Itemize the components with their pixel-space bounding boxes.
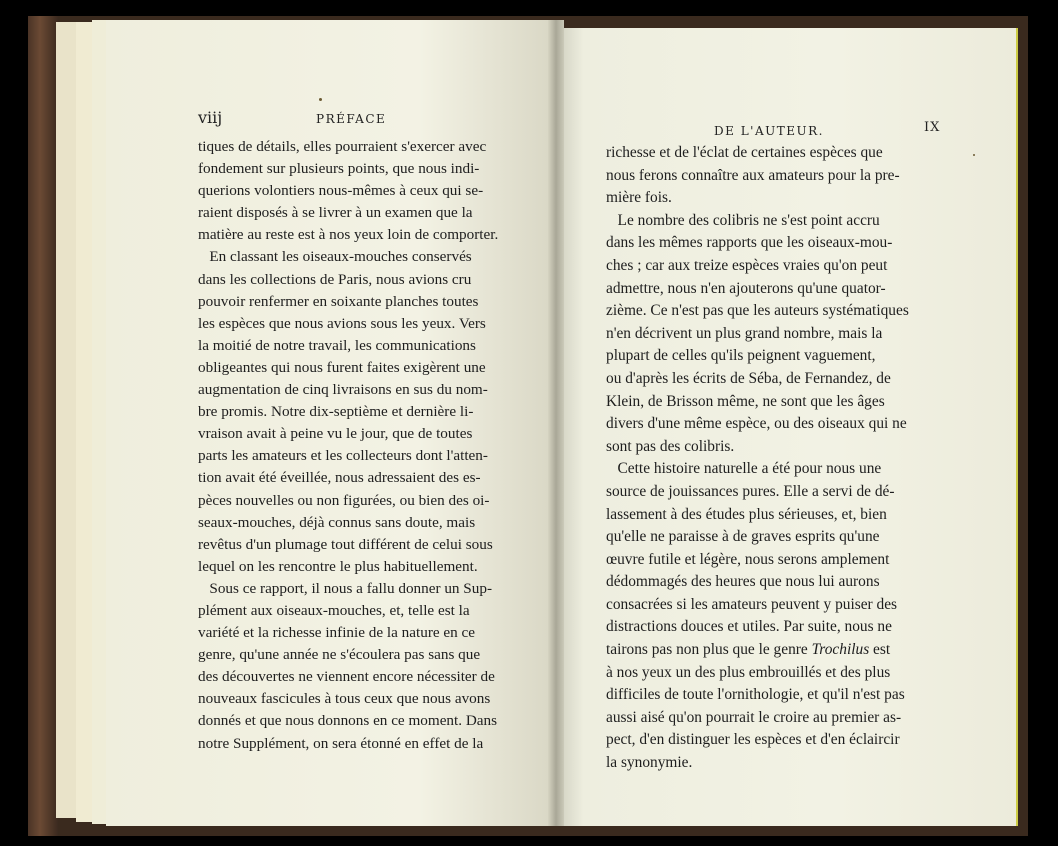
text-line: la synonymie. (606, 754, 693, 772)
right-page-text (606, 142, 909, 775)
right-running-header: DE L'AUTEUR. (714, 124, 824, 138)
book-gutter (548, 20, 564, 826)
text-line: sont pas des colibris. (606, 437, 735, 455)
text-line: la moitié de notre travail, les communications (198, 336, 476, 354)
text-line: lequel on les rencontre le plus habituellement. (198, 557, 478, 575)
text-line: dans les mêmes rapports que les oiseaux-mou- (606, 234, 893, 252)
text-line: les espèces que nous avions sous les yeux. Vers (198, 314, 486, 332)
text-line: augmentation de cinq livraisons en sus du nom- (198, 381, 488, 399)
text-line: admettre, nous n'en ajouterons qu'une quator- (606, 279, 886, 297)
text-line: nous ferons connaître aux amateurs pour la pre- (606, 166, 900, 184)
text-line: revêtus d'un plumage tout différent de celui sous (198, 535, 493, 553)
text-line: ou d'après les écrits de Séba, de Fernandez, de (606, 369, 891, 387)
text-line: notre Supplément, on sera étonné en effet de la (198, 734, 484, 752)
right-folio: IX (924, 120, 941, 135)
text-line: dans les collections de Paris, nous avions cru (198, 270, 472, 288)
text-line: obligeantes qui nous furent faites exigèrent une (198, 358, 486, 376)
text-line: parts les amateurs et les collecteurs dont l'atten- (198, 447, 488, 465)
text-line: pect, d'en distinguer les espèces et d'en éclaircir (606, 731, 900, 749)
text-line: distractions douces et utiles. Par suite, nous ne (606, 618, 892, 636)
text-line: donnés et que nous donnons en ce moment. Dans (198, 712, 498, 730)
text-line: aussi aisé qu'on pourrait le croire au premier as- (606, 708, 902, 726)
text-line: Le nombre des colibris ne s'est point accru (606, 211, 880, 229)
text-line: variété et la richesse infinie de la nature en ce (198, 624, 476, 642)
text-line: richesse et de l'éclat de certaines espèces que (606, 144, 883, 161)
text-line: genre, qu'une année ne s'écoulera pas sans que (198, 646, 481, 664)
text-line: mière fois. (606, 189, 672, 207)
text-line: tion avait été éveillée, nous adressaient des es- (198, 469, 481, 487)
text-line: tiques de détails, elles pourraient s'exercer avec (198, 138, 487, 155)
text-line: zième. Ce n'est pas que les auteurs systématiques (606, 302, 909, 320)
text-line: Sous ce rapport, il nous a fallu donner un Sup- (198, 579, 492, 597)
text-line: vraison avait à peine vu le jour, que de toutes (198, 425, 473, 443)
left-page-text (198, 136, 498, 755)
text-line: divers d'une même espèce, ou des oiseaux qui ne (606, 415, 907, 433)
text-line: des découvertes ne viennent encore nécessiter de (198, 668, 495, 686)
text-line: dédommagés des heures que nous lui aurons (606, 573, 880, 591)
text-line: lassement à des études plus sérieuses, et, bien (606, 505, 887, 523)
left-running-header: PRÉFACE (316, 112, 387, 126)
text-line: source de jouissances pures. Elle a servi de dé- (606, 482, 895, 500)
paper-speck (319, 98, 322, 101)
text-line: Klein, de Brisson même, ne sont que les âges (606, 392, 885, 410)
text-line: raient disposés à se livrer à un examen que la (198, 204, 473, 222)
text-line: nouveaux fascicules à tous ceux que nous avons (198, 690, 491, 708)
text-line: En classant les oiseaux-mouches conservés (198, 248, 472, 266)
text-line: bre promis. Notre dix-septième et dernière li- (198, 403, 474, 421)
text-line: plément aux oiseaux-mouches, et, telle est la (198, 601, 470, 619)
text-line: qu'elle ne paraisse à de graves esprits qu'une (606, 528, 880, 546)
text-line: matière au reste est à nos yeux loin de comporter. (198, 226, 499, 244)
text-line: difficiles de toute l'ornithologie, et qu'il n'est pas (606, 686, 905, 704)
left-folio: viij (198, 108, 223, 127)
text-line: consacrées si les amateurs peuvent y puiser des (606, 595, 898, 613)
text-line: seaux-mouches, déjà connus sans doute, mais (198, 513, 476, 531)
text-line: à nos yeux un des plus embrouillés et des plus (606, 663, 891, 681)
text-line: œuvre futile et légère, nous serons amplement (606, 550, 890, 568)
text-line: fondement sur plusieurs points, que nous indi- (198, 160, 480, 178)
text-line: pèces nouvelles ou non figurées, ou bien des oi- (198, 491, 490, 509)
text-line: pouvoir renfermer en soixante planches toutes (198, 292, 479, 310)
text-line: plupart de celles qu'ils peignent vaguement, (606, 347, 876, 365)
text-line: Cette histoire naturelle a été pour nous une (606, 460, 882, 478)
paper-speck (973, 154, 975, 156)
text-line: tairons pas non plus que le genre Trochilus est (606, 641, 891, 659)
text-line: ches ; car aux treize espèces vraies qu'on peut (606, 256, 888, 274)
cover-edge (28, 16, 58, 836)
text-line: querions volontiers nous-mêmes à ceux qui se- (198, 182, 484, 200)
text-line: n'en décrivent un plus grand nombre, mais la (606, 324, 883, 342)
